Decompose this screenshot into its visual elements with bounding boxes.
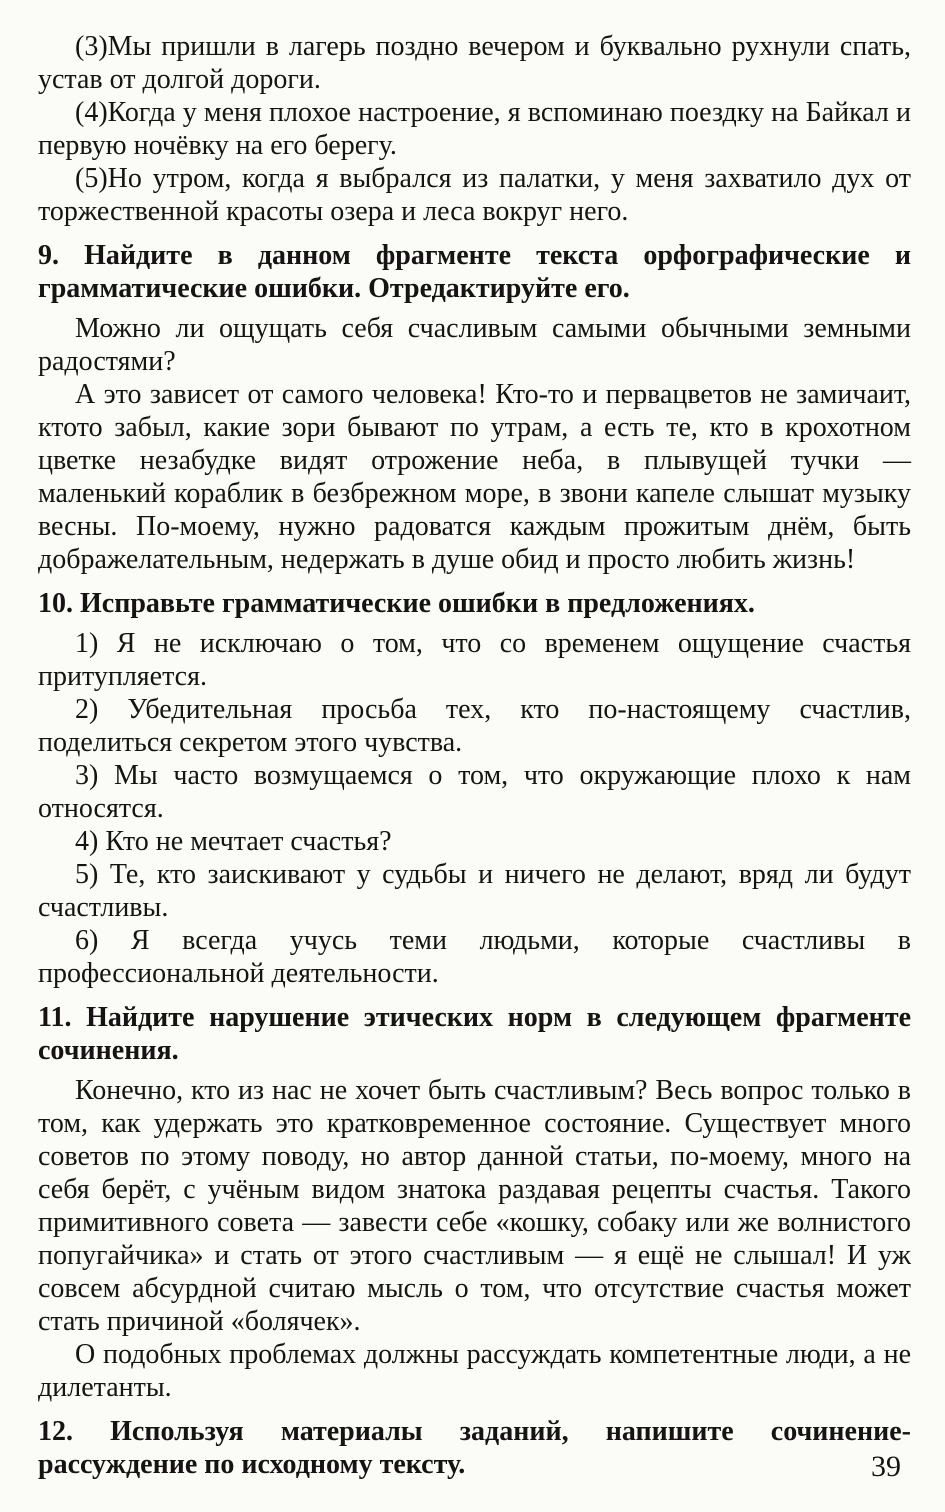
- intro-paragraph-5: (5)Но утром, когда я выбрался из палатки, у меня захватило дух от торжественной красоты озера и леса вокруг него.: [38, 163, 911, 227]
- task-10-item-5: 5) Те, кто заискивают у судьбы и ничего не делают, вряд ли будут счастливы.: [38, 859, 911, 923]
- task-11-paragraph-1: Конечно, кто из нас не хочет быть счастливым? Весь вопрос только в том, как удержать это кратковременное состояние. Существует много советов по этому поводу, но автор данной статьи, по-моему, много на себя берёт, с учёным видом знатока раздавая рецепты счастья. Такого примитивного совета — завести себе «кошку, собаку или же волнистого попугайчика» и стать от этого счастливым — я ещё не слышал! И уж совсем абсурдной считаю мысль о том, что отсутствие счастья может стать причиной «болячек».: [38, 1075, 911, 1337]
- task-12-heading: 12. Используя материалы заданий, напишите сочинение-рассуждение по исходному тексту.: [38, 1416, 911, 1480]
- page-content: [38, 30, 911, 1481]
- intro-paragraph-4: (4)Когда у меня плохое настроение, я вспоминаю поездку на Байкал и первую ночёвку на его берегу.: [38, 97, 911, 161]
- page-number: 39: [871, 1450, 901, 1483]
- task-9-heading: 9. Найдите в данном фрагменте текста орфографические и грамматические ошибки. Отредактируйте его.: [38, 240, 911, 304]
- task-10-item-4: 4) Кто не мечтает счастья?: [75, 826, 392, 857]
- intro-paragraph-3: (3)Мы пришли в лагерь поздно вечером и буквально рухнули спать, устав от долгой дороги.: [38, 31, 911, 95]
- task-10-item-3: 3) Мы часто возмущаемся о том, что окружающие плохо к нам относятся.: [38, 760, 911, 824]
- task-10-item-1: 1) Я не исключаю о том, что со временем ощущение счастья притупляется.: [38, 628, 911, 692]
- task-9-paragraph-2: А это зависет от самого человека! Кто-то и первацветов не замичаит, ктото забыл, какие зори бывают по утрам, а есть те, кто в крохотном цветке незабудке видят отрожение неба, в плывущей тучки — маленький кораблик в безбрежном море, в звони капеле слышат музыку весны. По-моему, нужно радоватся каждым прожитым днём, быть дображелательным, недержать в душе обид и просто любить жизнь!: [38, 379, 911, 575]
- task-11-heading: 11. Найдите нарушение этических норм в следующем фрагменте сочинения.: [38, 1002, 911, 1066]
- task-10-heading: 10. Исправьте грамматические ошибки в предложениях.: [38, 588, 755, 619]
- task-9-paragraph-1: Можно ли ощущать себя счасливым самыми обычными земными радостями?: [38, 313, 911, 377]
- task-11-paragraph-2: О подобных проблемах должны рассуждать компетентные люди, а не дилетанты.: [38, 1339, 911, 1403]
- task-10-item-2: 2) Убедительная просьба тех, кто по-настоящему счастлив, поделиться секретом этого чувства.: [38, 694, 911, 758]
- task-10-item-6: 6) Я всегда учусь теми людьми, которые счастливы в профессиональной деятельности.: [38, 925, 911, 989]
